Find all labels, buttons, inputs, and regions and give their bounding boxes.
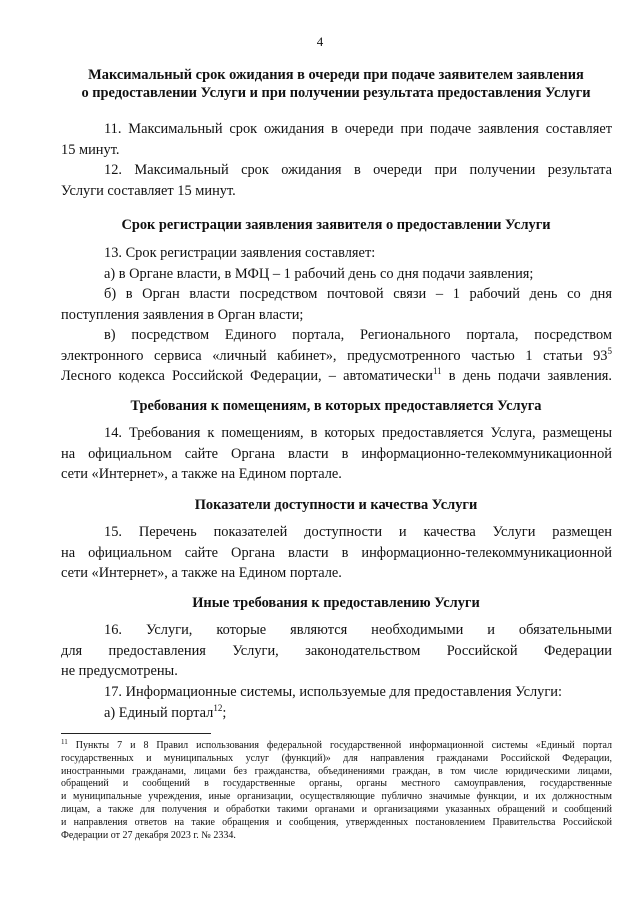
footnote-line: обращений и сообщений в государственные органы, органы местного самоуправления, государственные	[61, 778, 612, 790]
paragraph-line: на официальном сайте Органа власти в информационно-телекоммуникационной	[61, 544, 612, 561]
paragraph-line: в) посредством Единого портала, Регионального портала, посредством	[104, 327, 612, 343]
footnote-line: и муниципальные учреждения, иные организации, осуществляющие публично значимые функции, и их должностным	[61, 791, 612, 803]
section-title-registration	[60, 216, 612, 234]
footnote-line	[61, 740, 612, 753]
paragraph-line: 11. Максимальный срок ожидания в очереди при подаче заявления составляет	[104, 121, 612, 137]
paragraph-line: 16. Услуги, которые являются необходимыми и обязательными	[104, 622, 612, 638]
paragraph-line: б) в Орган власти посредством почтовой связи – 1 рабочий день со дня	[104, 286, 612, 302]
footnote-line: и направления ответов на такие обращения и сообщения, утвержденных постановлением Правительства Российской	[61, 816, 612, 828]
paragraph-11	[61, 119, 612, 160]
paragraph-line: сети «Интернет», а также на Едином портале.	[61, 565, 342, 581]
footnote-line: Федерации от 27 декабря 2023 г. № 2334.	[61, 829, 236, 841]
section-title-premises	[60, 397, 612, 415]
footnote-ref: 12	[213, 702, 223, 713]
paragraph-line: 14. Требования к помещениям, в которых предоставляется Услуга, размещены	[104, 425, 612, 441]
footnote-line: лицам, а также для получения и обработки такими органами и организациями указанных обращений и сообщений	[61, 803, 612, 815]
paragraph-line: 12. Максимальный срок ожидания в очереди при получении результата	[104, 162, 612, 178]
footnote-ref: 11	[433, 366, 442, 376]
paragraph-17	[61, 682, 612, 723]
text-run: в день подачи заявления.	[441, 368, 612, 384]
section-title-line: Показатели доступности и качества Услуги	[194, 497, 478, 513]
section-title-queue-time	[60, 66, 612, 102]
footnote-line: государственных и муниципальных услуг (функций)» для направления гражданами Российской Федерации,	[61, 752, 612, 764]
paragraph-line: Услуги составляет 15 минут.	[61, 182, 236, 199]
text-run: ;	[222, 704, 227, 721]
footnote-separator	[61, 733, 211, 734]
section-title-line: Максимальный срок ожидания в очереди при подаче заявителем заявления	[88, 67, 584, 83]
paragraph-line	[61, 703, 612, 724]
section-title-line: о предоставлении Услуги и при получении результата предоставления Услуги	[81, 85, 591, 101]
text-run: Пункты 7 и 8 Правил использования федеральной государственной информационной системы «Единый портал	[67, 740, 612, 751]
paragraph-line: не предусмотрены.	[61, 663, 178, 679]
paragraph-14	[61, 423, 612, 485]
paragraph-16	[61, 620, 612, 682]
paragraph-line	[61, 346, 612, 367]
text-run: Лесного кодекса Российской Федерации, – автоматически	[61, 368, 433, 384]
paragraph-line: 17. Информационные системы, используемые для предоставления Услуги:	[104, 684, 562, 700]
page-number: 4	[316, 34, 324, 49]
paragraph-12	[61, 160, 612, 201]
section-title-accessibility	[60, 496, 612, 514]
paragraph-line: на официальном сайте Органа власти в информационно-телекоммуникационной	[61, 445, 612, 462]
paragraph-15	[61, 522, 612, 584]
paragraph-line: поступления заявления в Орган власти;	[61, 306, 304, 323]
text-run: а) Единый портал	[104, 704, 214, 721]
paragraph-line: для предоставления Услуги, законодательством Российской Федерации	[61, 642, 612, 659]
section-title-line: Срок регистрации заявления заявителя о предоставлении Услуги	[121, 217, 551, 233]
paragraph-13	[61, 243, 612, 387]
paragraph-line: 15. Перечень показателей доступности и качества Услуги размещен	[104, 524, 612, 540]
footnote-marker: 11	[61, 738, 68, 746]
footnote-ref: 5	[607, 345, 612, 356]
footnote-line: иностранными гражданами, лицами без гражданства, объединениями граждан, в том числе юридическими лицами,	[61, 765, 612, 777]
paragraph-line: 15 минут.	[61, 141, 120, 158]
paragraph-line: 13. Срок регистрации заявления составляет:	[104, 245, 376, 261]
footnote-11	[61, 740, 612, 842]
section-title-line: Требования к помещениям, в которых предоставляется Услуга	[130, 398, 542, 414]
paragraph-line: а) в Органе власти, в МФЦ – 1 рабочий день со дня подачи заявления;	[104, 265, 534, 282]
paragraph-line	[61, 366, 612, 387]
section-title-line: Иные требования к предоставлению Услуги	[192, 595, 480, 611]
paragraph-line: сети «Интернет», а также на Едином портале.	[61, 466, 342, 482]
section-title-other-requirements	[60, 594, 612, 612]
text-run: электронного сервиса «личный кабинет», предусмотренного частью 1 статьи 93	[61, 347, 608, 364]
